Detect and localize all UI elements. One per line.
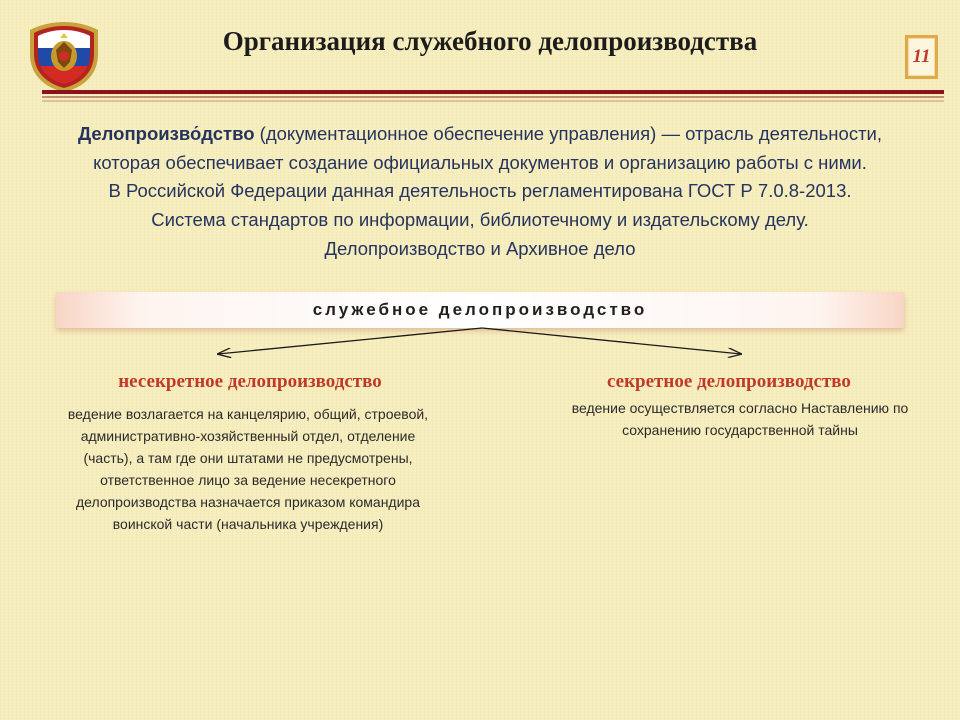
slide-number-badge: 11 [905,35,938,79]
classified-records-text [525,397,955,441]
intro-line-5: Делопроизводство и Архивное дело [324,237,636,259]
right-arrow-icon [482,328,741,354]
left-arrow-icon [218,328,482,354]
unclassified-line-2: административно-хозяйственный отдел, отделение [80,428,416,444]
banner-text: служебное делопроизводство [312,300,648,319]
unclassified-line-5: делопроизводства назначается приказом командира [76,494,420,510]
intro-term: Делопроизво́дство [77,123,255,144]
classified-line-2: сохранению государственной тайны [622,422,858,438]
intro-line-1: (документационное обеспечение управления) — отрасль деятельности, [254,123,883,144]
emblem-icon [26,20,102,94]
intro-line-3: В Российской Федерации данная деятельность регламентирована ГОСТ Р 7.0.8-2013. [108,180,852,202]
unclassified-line-1: ведение возлагается на канцелярию, общий, строевой, [67,406,429,422]
intro-line-2: которая обеспечивает создание официальных документов и организацию работы с ними. [93,151,867,173]
unclassified-records-text [13,403,483,535]
classified-records-title: секретное делопроизводство [607,371,851,392]
intro-paragraph [0,120,960,264]
title-divider [42,90,944,104]
classified-line-1: ведение осуществляется согласно Наставлению по [571,400,909,416]
unclassified-line-3: (часть), а там где они штатами не предусмотрены, [83,450,413,466]
page-title: Организация служебного делопроизводства [222,26,758,56]
unclassified-line-4: ответственное лицо за ведение несекретного [100,472,396,488]
branch-arrows [0,322,960,362]
unclassified-line-6: воинской части (начальника учреждения) [112,516,384,532]
intro-line-4: Система стандартов по информации, библиотечному и издательскому делу. [151,209,809,231]
unclassified-records-title: несекретное делопроизводство [118,371,382,392]
